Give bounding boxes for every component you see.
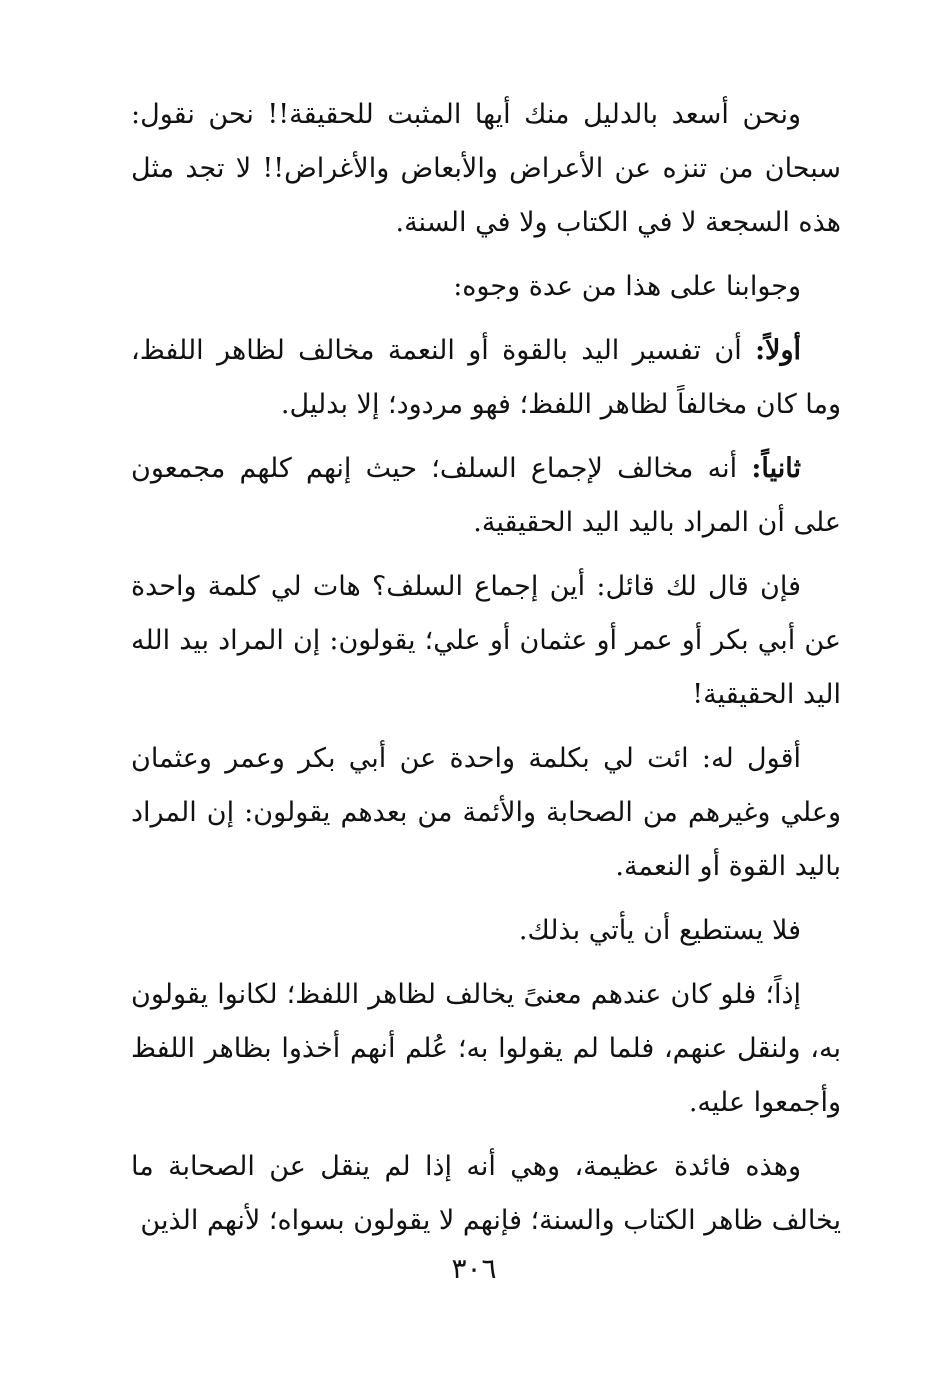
paragraph-8 — [131, 968, 841, 1130]
paragraph-text: أن تفسير اليد بالقوة أو النعمة مخالف لظاهر اللفظ، وما كان مخالفاً لظاهر اللفظ؛ فهو مردود؛ إلا بدليل. — [131, 335, 841, 420]
paragraph-3 — [131, 324, 841, 432]
paragraph-text: فإن قال لك قائل: أين إجماع السلف؟ هات لي كلمة واحدة عن أبي بكر أو عمر أو عثمان أو علي؛ يقولون: إن المراد بيد الله اليد الحقيقية! — [131, 571, 841, 710]
paragraph-6 — [131, 732, 841, 894]
paragraph-text: إذاً؛ فلو كان عندهم معنىً يخالف لظاهر اللفظ؛ لكانوا يقولون به، ولنقل عنهم، فلما لم يقولوا به؛ عُلم أنهم أخذوا بظاهر اللفظ وأجمعوا عليه. — [131, 979, 841, 1118]
paragraph-1 — [131, 88, 841, 250]
paragraph-9 — [131, 1140, 841, 1248]
paragraph-text: ونحن أسعد بالدليل منك أيها المثبت للحقيقة!! نحن نقول: سبحان من تنزه عن الأعراض والأبعاض والأغراض!! لا تجد مثل هذه السجعة لا في الكتاب ولا في السنة. — [131, 99, 841, 238]
paragraph-text: وجوابنا على هذا من عدة وجوه: — [453, 271, 801, 302]
body-text — [131, 88, 841, 1258]
paragraph-4 — [131, 442, 841, 550]
paragraph-lead: ثانياً: — [751, 453, 801, 484]
paragraph-text: وهذه فائدة عظيمة، وهي أنه إذا لم ينقل عن الصحابة ما يخالف ظاهر الكتاب والسنة؛ فإنهم لا يقولون بسواه؛ لأنهم الذين — [131, 1151, 841, 1236]
paragraph-7 — [131, 904, 841, 958]
paragraph-text: أقول له: ائت لي بكلمة واحدة عن أبي بكر وعمر وعثمان وعلي وغيرهم من الصحابة والأئمة من بعدهم يقولون: إن المراد باليد القوة أو النعمة. — [131, 743, 841, 882]
paragraph-lead: أولاً: — [755, 335, 801, 366]
paragraph-2 — [131, 260, 841, 314]
page-number: ٣٠٦ — [451, 1252, 497, 1285]
paragraph-5 — [131, 560, 841, 722]
paragraph-text: أنه مخالف لإجماع السلف؛ حيث إنهم كلهم مجمعون على أن المراد باليد اليد الحقيقية. — [131, 453, 841, 538]
paragraph-text: فلا يستطيع أن يأتي بذلك. — [518, 915, 801, 946]
